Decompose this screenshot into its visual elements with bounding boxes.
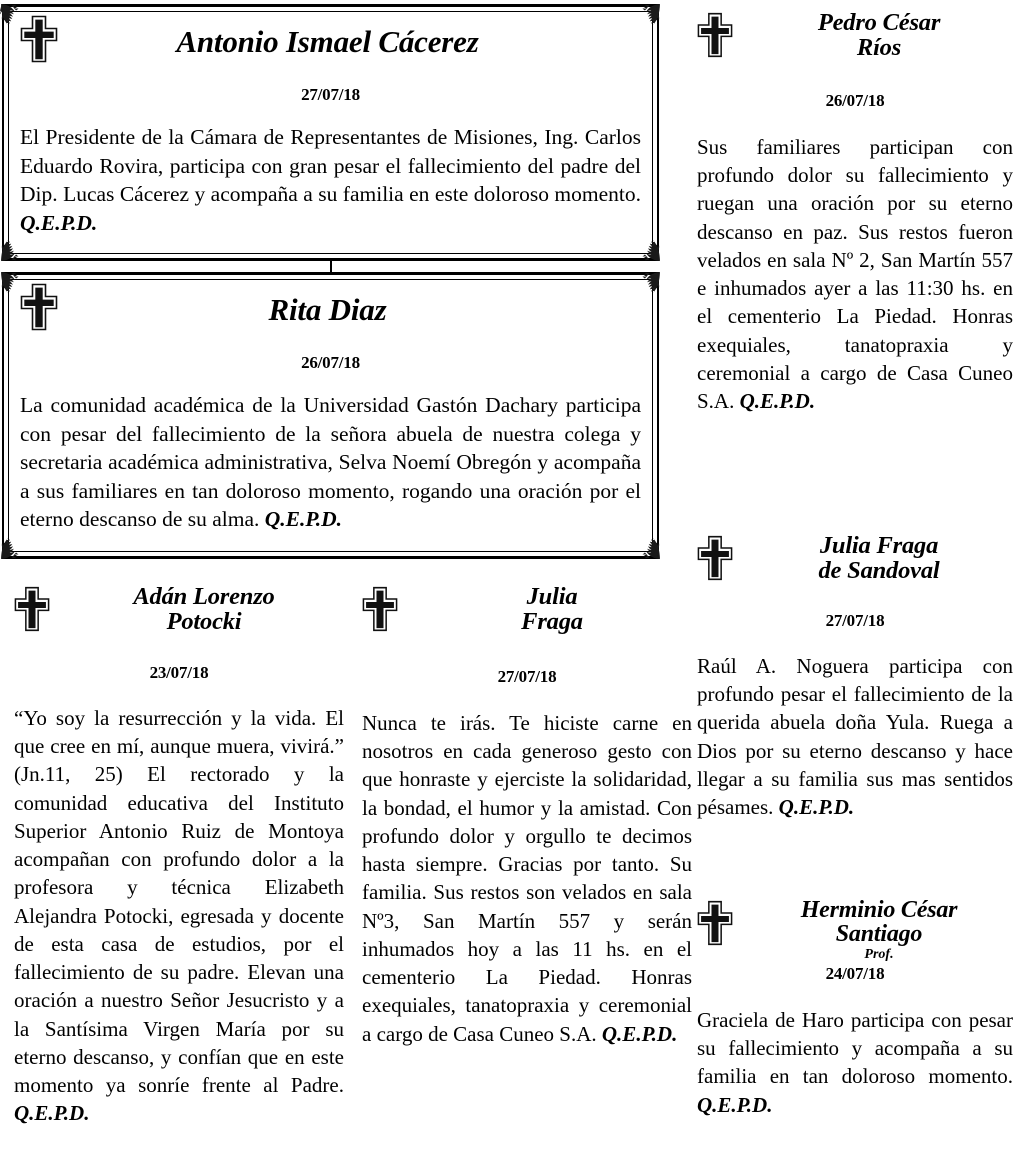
latin-cross-icon bbox=[20, 15, 58, 68]
obituary-date: 23/07/18 bbox=[149, 663, 209, 682]
obituary-date: 27/07/18 bbox=[825, 611, 885, 630]
latin-cross-icon bbox=[14, 586, 50, 637]
obituary-name-line-1: Pedro César bbox=[817, 9, 941, 36]
obituary-body bbox=[14, 704, 344, 1128]
obituary-herminio-santiago bbox=[697, 898, 1013, 1119]
obituary-body bbox=[697, 1006, 1013, 1119]
obituary-header bbox=[4, 7, 657, 68]
obituary-body-text: El Presidente de la Cámara de Representantes de Misiones, Ing. Carlos Eduardo Rovira, participa con gran pesar el fallecimiento del padre del Dip. Lucas Cácerez y acompaña a su familia en este doloroso momento. bbox=[20, 125, 641, 207]
latin-cross-icon bbox=[697, 535, 733, 586]
obituary-name-line-2: Potocki bbox=[166, 607, 242, 635]
obituary-box-rita-diaz bbox=[2, 272, 659, 559]
obituary-honorific: Prof. bbox=[864, 946, 894, 962]
obituary-body-text: Nunca te irás. Te hiciste carne en nosotros en cada generoso gesto con que honraste y ejerciste la solidaridad, la bondad, el humor y la amistad. Con profundo dolor y orgullo te decimos hasta siempre. Gracias por tanto. Su familia. Sus restos son velados en sala Nº3, San Martín 557 y serán inhumados hoy a las 11 hs. en el cementerio La Piedad. Honras exequiales, tanatopraxia y ceremonial a cargo de Casa Cuneo S.A. bbox=[362, 711, 692, 1046]
obituary-name: Rita Diaz bbox=[268, 292, 387, 327]
obituary-julia-fraga-de-sandoval bbox=[697, 533, 1013, 821]
latin-cross-icon bbox=[362, 586, 398, 637]
obituary-box-caceres bbox=[2, 4, 659, 261]
obituary-julia-fraga bbox=[362, 584, 692, 1048]
obituary-body bbox=[362, 709, 692, 1048]
obituary-body bbox=[20, 123, 641, 237]
qepd-label: Q.E.P.D. bbox=[264, 507, 343, 532]
qepd-label: Q.E.P.D. bbox=[601, 1021, 678, 1046]
obituary-body bbox=[697, 133, 1013, 415]
obituary-body bbox=[20, 391, 641, 534]
box-divider-tick bbox=[330, 258, 332, 272]
obituary-date: 24/07/18 bbox=[825, 963, 885, 983]
qepd-label: Q.E.P.D. bbox=[14, 1101, 90, 1126]
obituary-body-text: Sus familiares participan con profundo dolor su fallecimiento y ruegan una oración por su eterno descanso en paz. Sus restos fueron velados en sala Nº 2, San Martín 557 e inhumados ayer a las 11:30 hs. en el cementerio La Piedad. Honras exequiales, tanatopraxia y ceremonial a cargo de Casa Cuneo S.A. bbox=[697, 135, 1013, 414]
obituary-body-text: Raúl A. Noguera participa con profundo pesar el fallecimiento de la querida abuela doña Yula. Ruega a Dios por su eterno descanso y hace llegar a su familia sus mas sentidos pésames. bbox=[697, 654, 1013, 820]
obituary-name-line-2: de Sandoval bbox=[818, 556, 940, 584]
obituary-name-line-1: Adán Lorenzo bbox=[133, 583, 275, 610]
latin-cross-icon bbox=[697, 12, 733, 63]
obituary-body-text: “Yo soy la resurrección y la vida. El que cree en mí, aunque muera, vivirá.” (Jn.11, 25) El rectorado y la comunidad educativa del Instituto Superior Antonio Ruiz de Montoya acompañan con profundo dolor a la profesora y técnica Elizabeth Alejandra Potocki, egresada y docente de esta casa de estudios, por el fallecimiento de su padre. Elevan una oración a nuestro Señor Jesucristo y a la Santísima Virgen María por su eterno descanso, y confían que en este momento ya sonríe frente al Padre. bbox=[14, 706, 344, 1098]
obituary-body-text: La comunidad académica de la Universidad Gastón Dachary participa con pesar del fallecimiento de la señora abuela de nuestra colega y secretaria académica administrativa, Selva Noemí Obregón y acompaña a sus familiares en tan doloroso momento, rogando una oración por el eterno descanso de su alma. bbox=[20, 393, 641, 532]
latin-cross-icon bbox=[20, 283, 58, 336]
qepd-label: Q.E.P.D. bbox=[778, 795, 855, 820]
qepd-label: Q.E.P.D. bbox=[739, 389, 816, 414]
latin-cross-icon bbox=[697, 900, 733, 951]
obituary-body-text: Graciela de Haro participa con pesar su fallecimiento y acompaña a su familia en tan doloroso momento. bbox=[697, 1007, 1013, 1089]
obituary-body bbox=[697, 652, 1013, 821]
obituary-name-line-2: Fraga bbox=[521, 607, 583, 635]
qepd-label: Q.E.P.D. bbox=[697, 1092, 773, 1117]
obituary-date: 27/07/18 bbox=[301, 85, 360, 104]
obituary-header bbox=[697, 533, 1013, 586]
obituary-date: 27/07/18 bbox=[497, 667, 557, 686]
obituary-date: 26/07/18 bbox=[825, 91, 885, 110]
obituary-pedro-rios bbox=[697, 10, 1013, 415]
obituary-name-line-1: Julia bbox=[526, 583, 578, 610]
obituary-header bbox=[14, 584, 344, 637]
obituary-name: Antonio Ismael Cácerez bbox=[176, 24, 479, 59]
obituary-name-line-1: Julia Fraga bbox=[819, 532, 939, 559]
obituary-header bbox=[362, 584, 692, 637]
obituary-header bbox=[697, 10, 1013, 63]
obituary-potocki bbox=[14, 584, 344, 1128]
obituary-header bbox=[4, 275, 657, 336]
obituary-name-line-2: Santiago bbox=[835, 921, 923, 948]
qepd-label: Q.E.P.D. bbox=[20, 210, 98, 235]
obituary-name-line-1: Herminio César bbox=[800, 897, 958, 923]
obituary-date: 26/07/18 bbox=[301, 353, 360, 372]
obituary-header bbox=[697, 898, 1013, 962]
obituary-name-line-2: Ríos bbox=[856, 33, 902, 61]
